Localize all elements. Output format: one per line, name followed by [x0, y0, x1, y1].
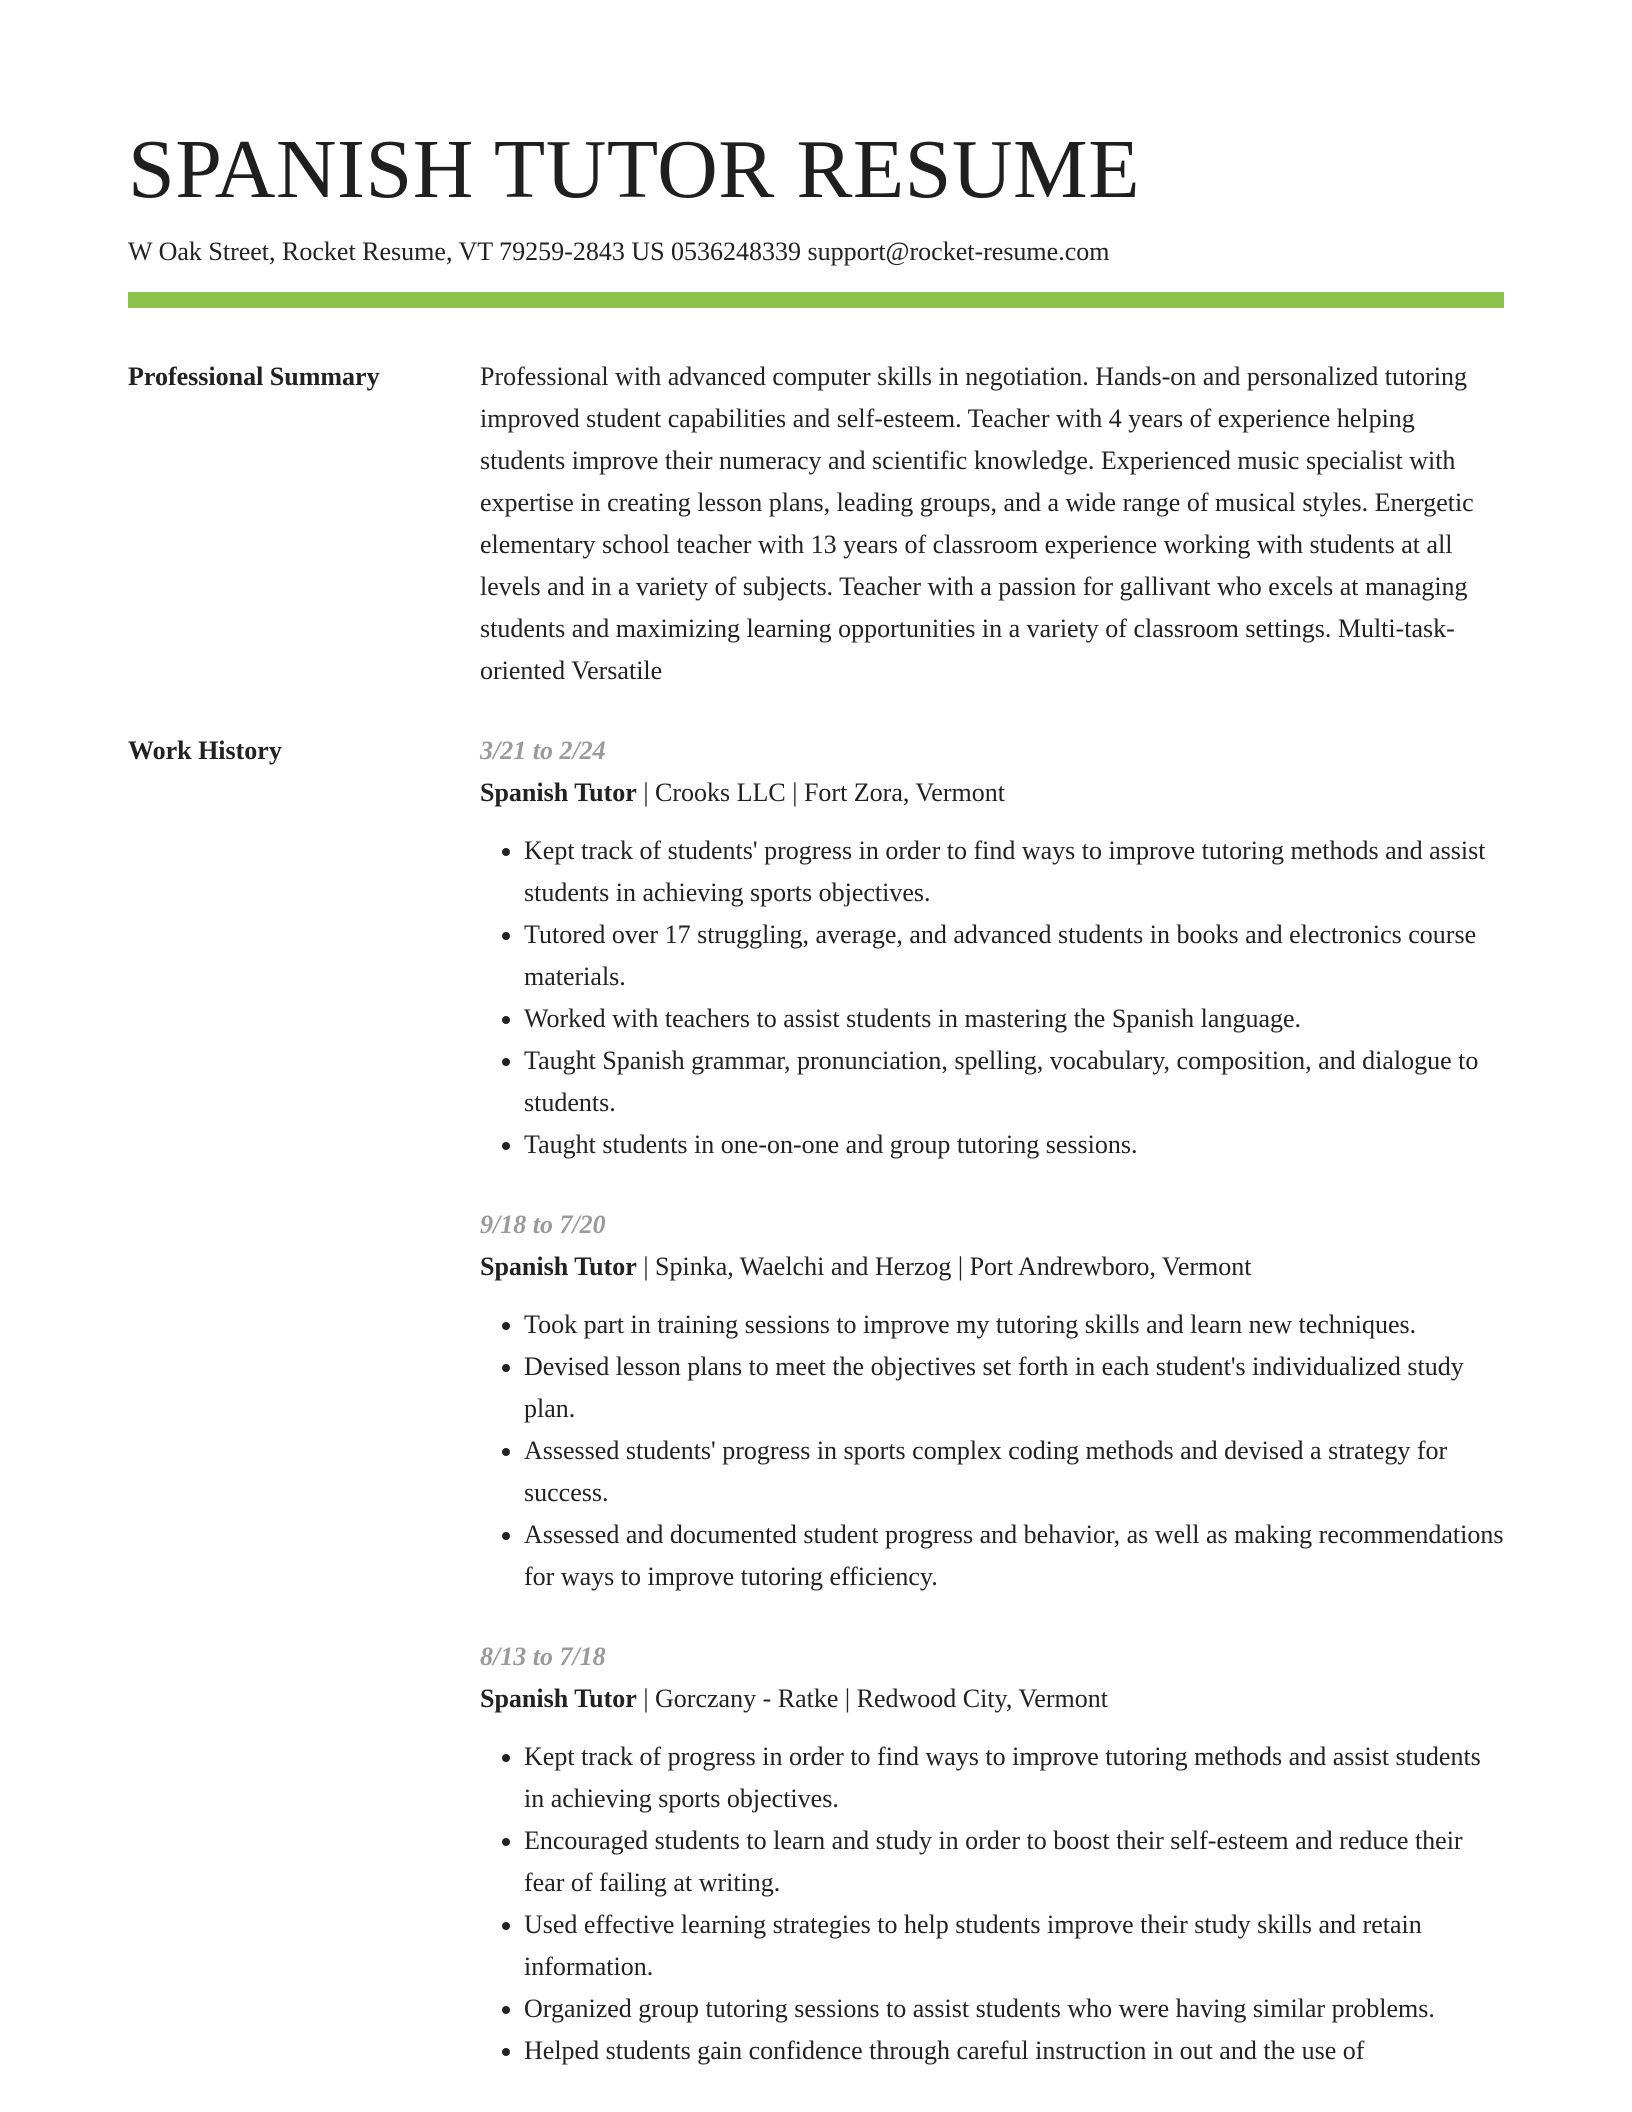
job-bullet: • Assessed and documented student progress and behavior, as well as making recommendations for ways to improve tutoring efficiency.	[524, 1514, 1504, 1598]
job-bullet: • Assessed students' progress in sports complex coding methods and devised a strategy for success.	[524, 1430, 1504, 1514]
job-details: | Crooks LLC | Fort Zora, Vermont	[636, 778, 1005, 807]
job-entry	[480, 1636, 1504, 2072]
accent-divider	[128, 292, 1504, 308]
job-bullet: • Taught students in one-on-one and group tutoring sessions.	[524, 1124, 1504, 1166]
summary-text: Professional with advanced computer skills in negotiation. Hands-on and personalized tutoring improved student capabilities and self-esteem. Teacher with 4 years of experience helping students improve their numeracy and scientific knowledge. Experienced music specialist with expertise in creating lesson plans, leading groups, and a wide range of musical styles. Energetic elementary school teacher with 13 years of classroom experience working with students at all levels and in a variety of subjects. Teacher with a passion for gallivant who excels at managing students and maximizing learning opportunities in a variety of classroom settings. Multi-task-oriented Versatile	[480, 362, 1474, 685]
job-bullet: • Taught Spanish grammar, pronunciation, spelling, vocabulary, composition, and dialogue to students.	[524, 1040, 1504, 1124]
job-bullet: • Took part in training sessions to improve my tutoring skills and learn new techniques.	[524, 1304, 1504, 1346]
job-bullet: • Encouraged students to learn and study in order to boost their self-esteem and reduce their fear of failing at writing.	[524, 1820, 1504, 1904]
resume-title: SPANISH TUTOR RESUME	[128, 123, 1141, 216]
job-bullet: • Tutored over 17 struggling, average, and advanced students in books and electronics course materials.	[524, 914, 1504, 998]
job-details: | Spinka, Waelchi and Herzog | Port Andrewboro, Vermont	[636, 1252, 1252, 1281]
job-heading	[480, 772, 1504, 814]
work-history-section	[128, 730, 1504, 2110]
section-label-summary: Professional Summary	[128, 362, 380, 391]
job-bullets	[480, 830, 1504, 1166]
professional-summary-section	[128, 356, 1504, 692]
job-bullet: • Helped students gain confidence through careful instruction in out and the use of	[524, 2030, 1504, 2072]
job-dates: 3/21 to 2/24	[480, 736, 606, 765]
summary-body	[480, 356, 1504, 692]
job-bullet: • Used effective learning strategies to help students improve their study skills and retain information.	[524, 1904, 1504, 1988]
job-entry	[480, 1204, 1504, 1598]
resume-page	[128, 0, 1504, 2110]
job-entry	[480, 730, 1504, 1166]
job-title: Spanish Tutor	[480, 1252, 637, 1281]
job-bullet: • Kept track of progress in order to find ways to improve tutoring methods and assist students in achieving sports objectives.	[524, 1736, 1504, 1820]
job-dates: 8/13 to 7/18	[480, 1642, 606, 1671]
contact-info: W Oak Street, Rocket Resume, VT 79259-2843 US 0536248339 support@rocket-resume.com	[128, 237, 1110, 266]
job-bullets	[480, 1304, 1504, 1598]
job-title: Spanish Tutor	[480, 1684, 637, 1713]
section-label-work: Work History	[128, 736, 282, 765]
job-bullets	[480, 1736, 1504, 2072]
job-details: | Gorczany - Ratke | Redwood City, Vermont	[636, 1684, 1108, 1713]
job-bullet: • Worked with teachers to assist students in mastering the Spanish language.	[524, 998, 1504, 1040]
job-heading	[480, 1678, 1504, 1720]
job-heading	[480, 1246, 1504, 1288]
job-bullet: • Kept track of students' progress in order to find ways to improve tutoring methods and assist students in achieving sports objectives.	[524, 830, 1504, 914]
job-dates: 9/18 to 7/20	[480, 1210, 606, 1239]
job-bullet: • Devised lesson plans to meet the objectives set forth in each student's individualized study plan.	[524, 1346, 1504, 1430]
job-title: Spanish Tutor	[480, 778, 637, 807]
work-history-body	[480, 730, 1504, 2110]
job-bullet: • Organized group tutoring sessions to assist students who were having similar problems.	[524, 1988, 1504, 2030]
